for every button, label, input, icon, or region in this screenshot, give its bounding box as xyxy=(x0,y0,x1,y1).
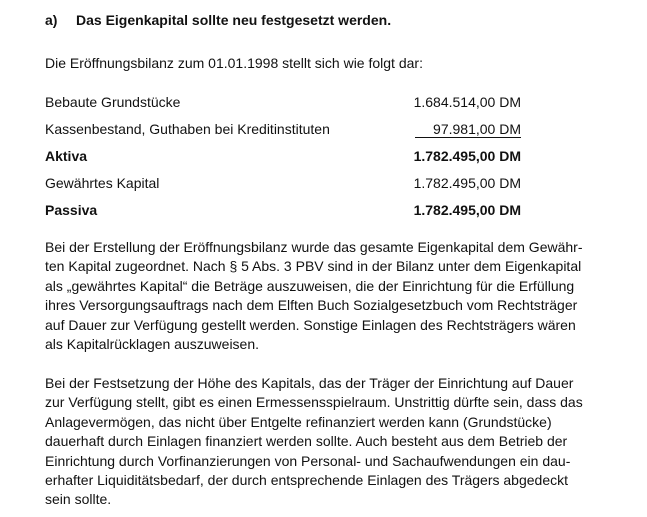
balance-amount: 97.981,00 DM xyxy=(415,121,521,138)
balance-row-total-assets xyxy=(45,148,521,166)
text-line: als Kapitalrücklagen auszuweisen. xyxy=(45,336,260,353)
text-line: auf Dauer zur Verfügung gestellt werden. Sonstige Einlagen des Rechtsträgers wären xyxy=(45,316,576,333)
intro-text: Die Eröffnungsbilanz zum 01.01.1998 stellt sich wie folgt dar: xyxy=(45,55,423,71)
balance-label: Gewährtes Kapital xyxy=(45,175,160,191)
balance-amount: 1.782.495,00 DM xyxy=(413,175,521,191)
balance-label: Aktiva xyxy=(45,148,88,164)
balance-row xyxy=(45,175,521,193)
balance-row-total-liabilities xyxy=(45,202,521,220)
text-line: dauerhaft durch Einlagen finanziert werden sollte. Auch besteht aus dem Betrieb der xyxy=(45,433,568,450)
text-line: Bei der Festsetzung der Höhe des Kapitals, das der Träger der Einrichtung auf Dauer xyxy=(45,375,574,391)
paragraph-1 xyxy=(45,238,605,354)
section-title: Das Eigenkapital sollte neu festgesetzt werden. xyxy=(76,12,392,28)
balance-label: Passiva xyxy=(45,202,98,218)
text-line: Anlagevermögen, das nicht über Entgelte refinanziert werden kann (Grundstücke) xyxy=(45,413,552,430)
text-line: ihres Versorgungsauftrags nach dem Elften Buch Sozialgesetzbuch vom Rechtsträger xyxy=(45,297,578,314)
text-line: zur Verfügung stellt, gibt es einen Ermessensspielraum. Unstrittig dürfte sein, dass das xyxy=(45,394,583,411)
balance-row xyxy=(45,94,521,112)
text-line: ten Kapital zugeordnet. Nach § 5 Abs. 3 PBV sind in der Bilanz unter dem Eigenkapital xyxy=(45,258,582,275)
balance-amount: 1.684.514,00 DM xyxy=(413,94,521,110)
balance-amount: 1.782.495,00 DM xyxy=(413,202,521,218)
balance-label: Kassenbestand, Guthaben bei Kreditinstituten xyxy=(45,121,330,137)
text-line: erhafter Liquiditätsbedarf, der durch entsprechende Einlagen des Trägers abgedeckt xyxy=(45,472,569,489)
text-line: als „gewährtes Kapital“ die Beträge auszuweisen, die der Einrichtung für die Erfüllung xyxy=(45,277,575,294)
text-line: Bei der Erstellung der Eröffnungsbilanz wurde das gesamte Eigenkapital dem Gewähr- xyxy=(45,239,583,255)
section-heading xyxy=(45,12,391,28)
balance-label: Bebaute Grundstücke xyxy=(45,94,181,110)
text-line: Einrichtung durch Vorfinanzierungen von Personal- und Sachaufwendungen ein dau- xyxy=(45,452,571,469)
text-line: sein sollte. xyxy=(45,491,112,508)
paragraph-2 xyxy=(45,374,605,510)
balance-amount: 1.782.495,00 DM xyxy=(413,148,521,164)
balance-row xyxy=(45,121,521,139)
section-number: a) xyxy=(45,12,58,28)
